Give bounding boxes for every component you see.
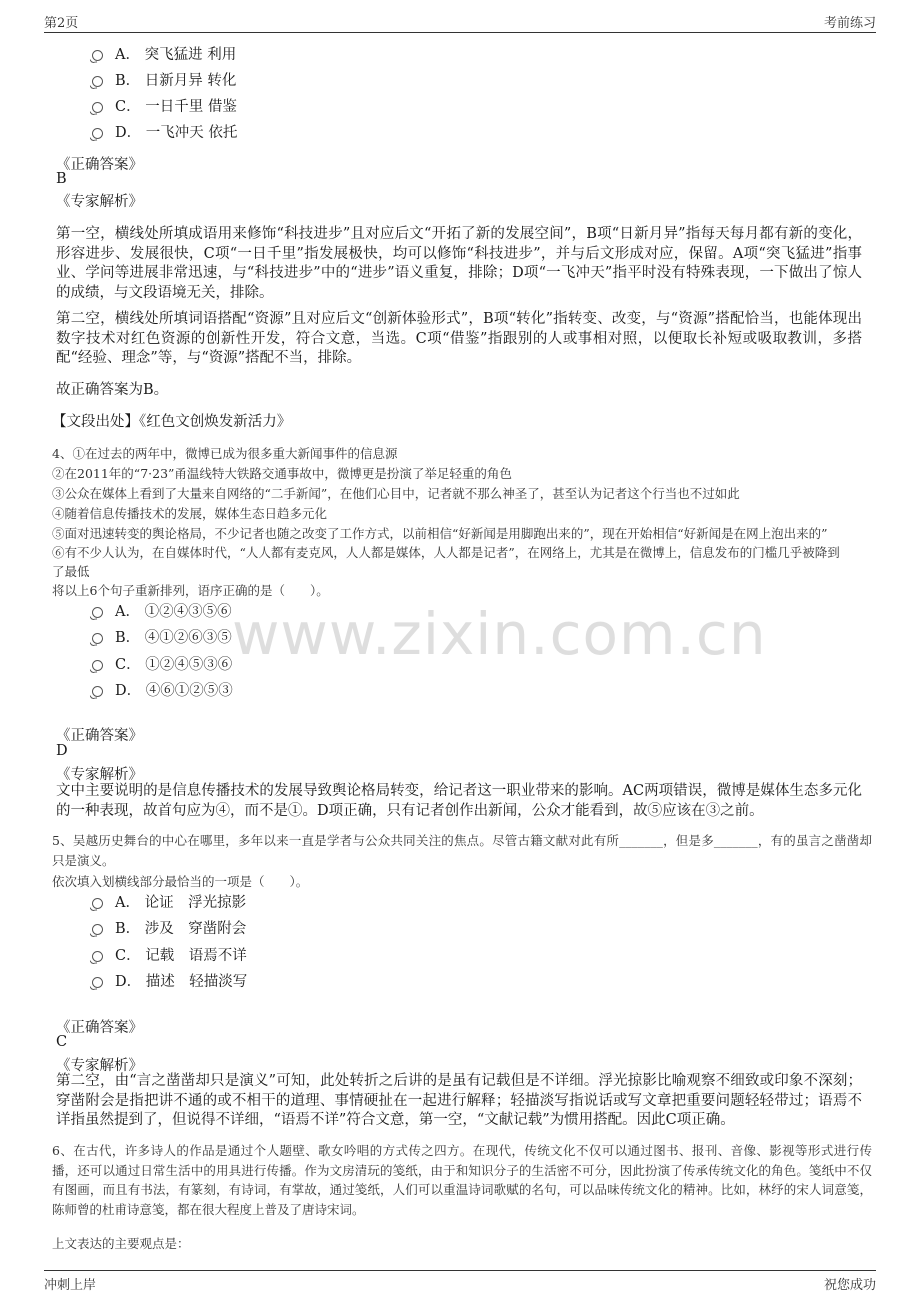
radio-icon[interactable] (92, 951, 103, 962)
option-text: 涉及 穿凿附会 (144, 921, 247, 937)
q4-line: 4、①在过去的两年中，微博已成为很多重大新闻事件的信息源 (52, 446, 398, 461)
option-key: D． (115, 125, 142, 141)
option-key: C． (115, 99, 141, 115)
option-key: A． (115, 604, 140, 620)
radio-icon[interactable] (92, 76, 103, 87)
q4-line: ③公众在媒体上看到了大量来自网络的“二手新闻”，在他们心目中，记者就不那么神圣了，甚至认为记者这个行当也不过如此 (52, 486, 740, 501)
option-key: D． (115, 974, 142, 990)
q5-analysis-label: 《专家解析》 (56, 1058, 143, 1074)
watermark: www.zixin.com.cn (232, 600, 767, 668)
q4-answer: D (56, 743, 68, 759)
option-text: 描述 轻描淡写 (145, 974, 248, 990)
q4-analysis-label: 《专家解析》 (56, 767, 143, 783)
q5-option-d[interactable] (92, 971, 247, 993)
option-key: A． (115, 47, 140, 63)
radio-icon[interactable] (92, 102, 103, 113)
page-number: 第2页 (44, 16, 79, 31)
radio-icon[interactable] (92, 633, 103, 644)
option-text: ④①②⑥③⑤ (144, 630, 232, 646)
q4-line: ②在2011年的“7·23”甬温线特大铁路交通事故中，微博更是扮演了举足轻重的角色 (52, 466, 512, 481)
q4-option-d[interactable] (92, 680, 233, 702)
q5-stem: 5、吴越历史舞台的中心在哪里，多年以来一直是学者与公众共同关注的焦点。尽管古籍文献对此有所_______，但是多_______，有的虽言之凿凿却只是演义。 (52, 833, 872, 868)
option-text: 一日千里 借鉴 (145, 99, 237, 115)
q5-option-c[interactable] (92, 945, 247, 967)
q4-option-b[interactable] (92, 627, 232, 649)
radio-icon[interactable] (92, 607, 103, 618)
q6-prompt: 上文表达的主要观点是： (52, 1236, 190, 1251)
q3-option-a[interactable] (92, 44, 236, 66)
radio-icon[interactable] (92, 924, 103, 935)
q3-source: 【文段出处】《红色文创焕发新活力》 (52, 414, 292, 430)
option-key: B． (115, 630, 141, 646)
q3-analysis-p1: 第一空，横线处所填成语用来修饰“科技进步”且对应后文“开拓了新的发展空间”，B项“日新月异”指每天每月都有新的变化，形容进步、发展很快，C项“一日千里”指发展极快，均可以修饰“科技进步”，并与后文形成对应，保留。A项“突飞猛进”指事业、学问等进展非常迅速，与“科技进步”中的“进步”语义重复，排除；D项“一飞冲天”指平时没有特殊表现，一下做出了惊人的成绩，与文段语境无关，排除。 (56, 226, 862, 301)
option-key: C． (115, 657, 141, 673)
q4-prompt: 将以上6个句子重新排列，语序正确的是（ ）。 (52, 583, 329, 598)
option-text: 一飞冲天 依托 (145, 125, 238, 141)
option-text: ④⑥①②⑤③ (145, 683, 233, 699)
option-key: C． (115, 948, 141, 964)
radio-icon[interactable] (92, 660, 103, 671)
option-key: B． (115, 73, 141, 89)
radio-icon[interactable] (92, 128, 103, 139)
footer-left-text: 冲刺上岸 (44, 1278, 97, 1293)
q4-option-c[interactable] (92, 654, 232, 676)
option-text: 记载 语焉不详 (145, 948, 247, 964)
q3-analysis-label: 《专家解析》 (56, 194, 143, 210)
option-text: ①②④⑤③⑥ (145, 657, 233, 673)
footer-right-text: 祝您成功 (823, 1278, 876, 1293)
q3-option-c[interactable] (92, 96, 237, 118)
q4-line: 了最低 (52, 564, 90, 579)
q3-analysis-p3: 故正确答案为B。 (56, 382, 169, 398)
q3-option-b[interactable] (92, 70, 236, 92)
q4-answer-label: 《正确答案》 (56, 728, 143, 744)
q4-analysis: 文中主要说明的是信息传播技术的发展导致舆论格局转变，给记者这一职业带来的影响。AC两项错误，微博是媒体生态多元化的一种表现，故首句应为④，而不是①。D项正确，只有记者创作出新闻，公众才能看到，故⑤应该在③之前。 (56, 783, 862, 819)
header-title: 考前练习 (823, 16, 876, 31)
option-key: A． (115, 895, 140, 911)
q4-option-a[interactable] (92, 601, 232, 623)
q4-line: ⑥有不少人认为，在自媒体时代，“人人都有麦克风，人人都是媒体，人人都是记者”，在网络上，尤其是在微博上，信息发布的门槛几乎被降到 (52, 545, 840, 560)
option-text: ①②④③⑤⑥ (144, 604, 232, 620)
radio-icon[interactable] (92, 898, 103, 909)
q5-option-b[interactable] (92, 918, 246, 940)
radio-icon[interactable] (92, 50, 103, 61)
q3-analysis-p2: 第二空，横线处所填词语搭配“资源”且对应后文“创新体验形式”，B项“转化”指转变、改变，与“资源”搭配恰当，也能体现出数字技术对红色资源的创新性开发，符合文意，当选。C项“借鉴”指跟别的人或事相对照，以便取长补短或吸取教训，多搭配“经验、理念”等，与“资源”搭配不当，排除。 (56, 311, 862, 366)
q3-answer: B (56, 171, 67, 187)
q6-stem: 6、在古代，许多诗人的作品是通过个人题壁、歌女吟唱的方式传之四方。在现代，传统文化不仅可以通过图书、报刊、音像、影视等形式进行传播，还可以通过日常生活中的用具进行传播。作为文房清玩的笺纸，由于和知识分子的生活密不可分，因此扮演了传承传统文化的角色。笺纸中不仅有图画，而且有书法，有篆刻，有诗词，有掌故，通过笺纸，人们可以重温诗词歌赋的名句，可以品味传统文化的精神。比如，林纾的宋人词意笺，陈师曾的杜甫诗意笺，都在很大程度上普及了唐诗宋词。 (52, 1143, 872, 1217)
option-text: 日新月异 转化 (144, 73, 237, 89)
q5-option-a[interactable] (92, 892, 246, 914)
option-key: D． (115, 683, 142, 699)
q4-line: ⑤面对迅速转变的舆论格局，不少记者也随之改变了工作方式，以前相信“好新闻是用脚跑出来的”，现在开始相信“好新闻是在网上泡出来的” (52, 526, 828, 541)
q5-prompt: 依次填入划横线部分最恰当的一项是（ ）。 (52, 874, 309, 889)
q5-answer-label: 《正确答案》 (56, 1020, 143, 1036)
q5-analysis: 第二空，由“言之凿凿却只是演义”可知，此处转折之后讲的是虽有记载但是不详细。浮光掠影比喻观察不细致或印象不深刻；穿凿附会是指把讲不通的或不相干的道理、事情硬扯在一起进行解释；轻描淡写指说话或写文章把重要问题轻轻带过；语焉不详指虽然提到了，但说得不详细，“语焉不详”符合文意，第一空，“文献记载”为惯用搭配。因此C项正确。 (56, 1073, 862, 1128)
q4-line: ④随着信息传播技术的发展，媒体生态日趋多元化 (52, 506, 328, 521)
radio-icon[interactable] (92, 977, 103, 988)
radio-icon[interactable] (92, 686, 103, 697)
page-header (44, 12, 876, 33)
page-footer (44, 1270, 876, 1294)
option-key: B． (115, 921, 141, 937)
q3-option-d[interactable] (92, 122, 237, 144)
option-text: 突飞猛进 利用 (144, 47, 237, 63)
q3-answer-label: 《正确答案》 (56, 157, 143, 173)
option-text: 论证 浮光掠影 (144, 895, 247, 911)
q5-answer: C (56, 1034, 68, 1050)
